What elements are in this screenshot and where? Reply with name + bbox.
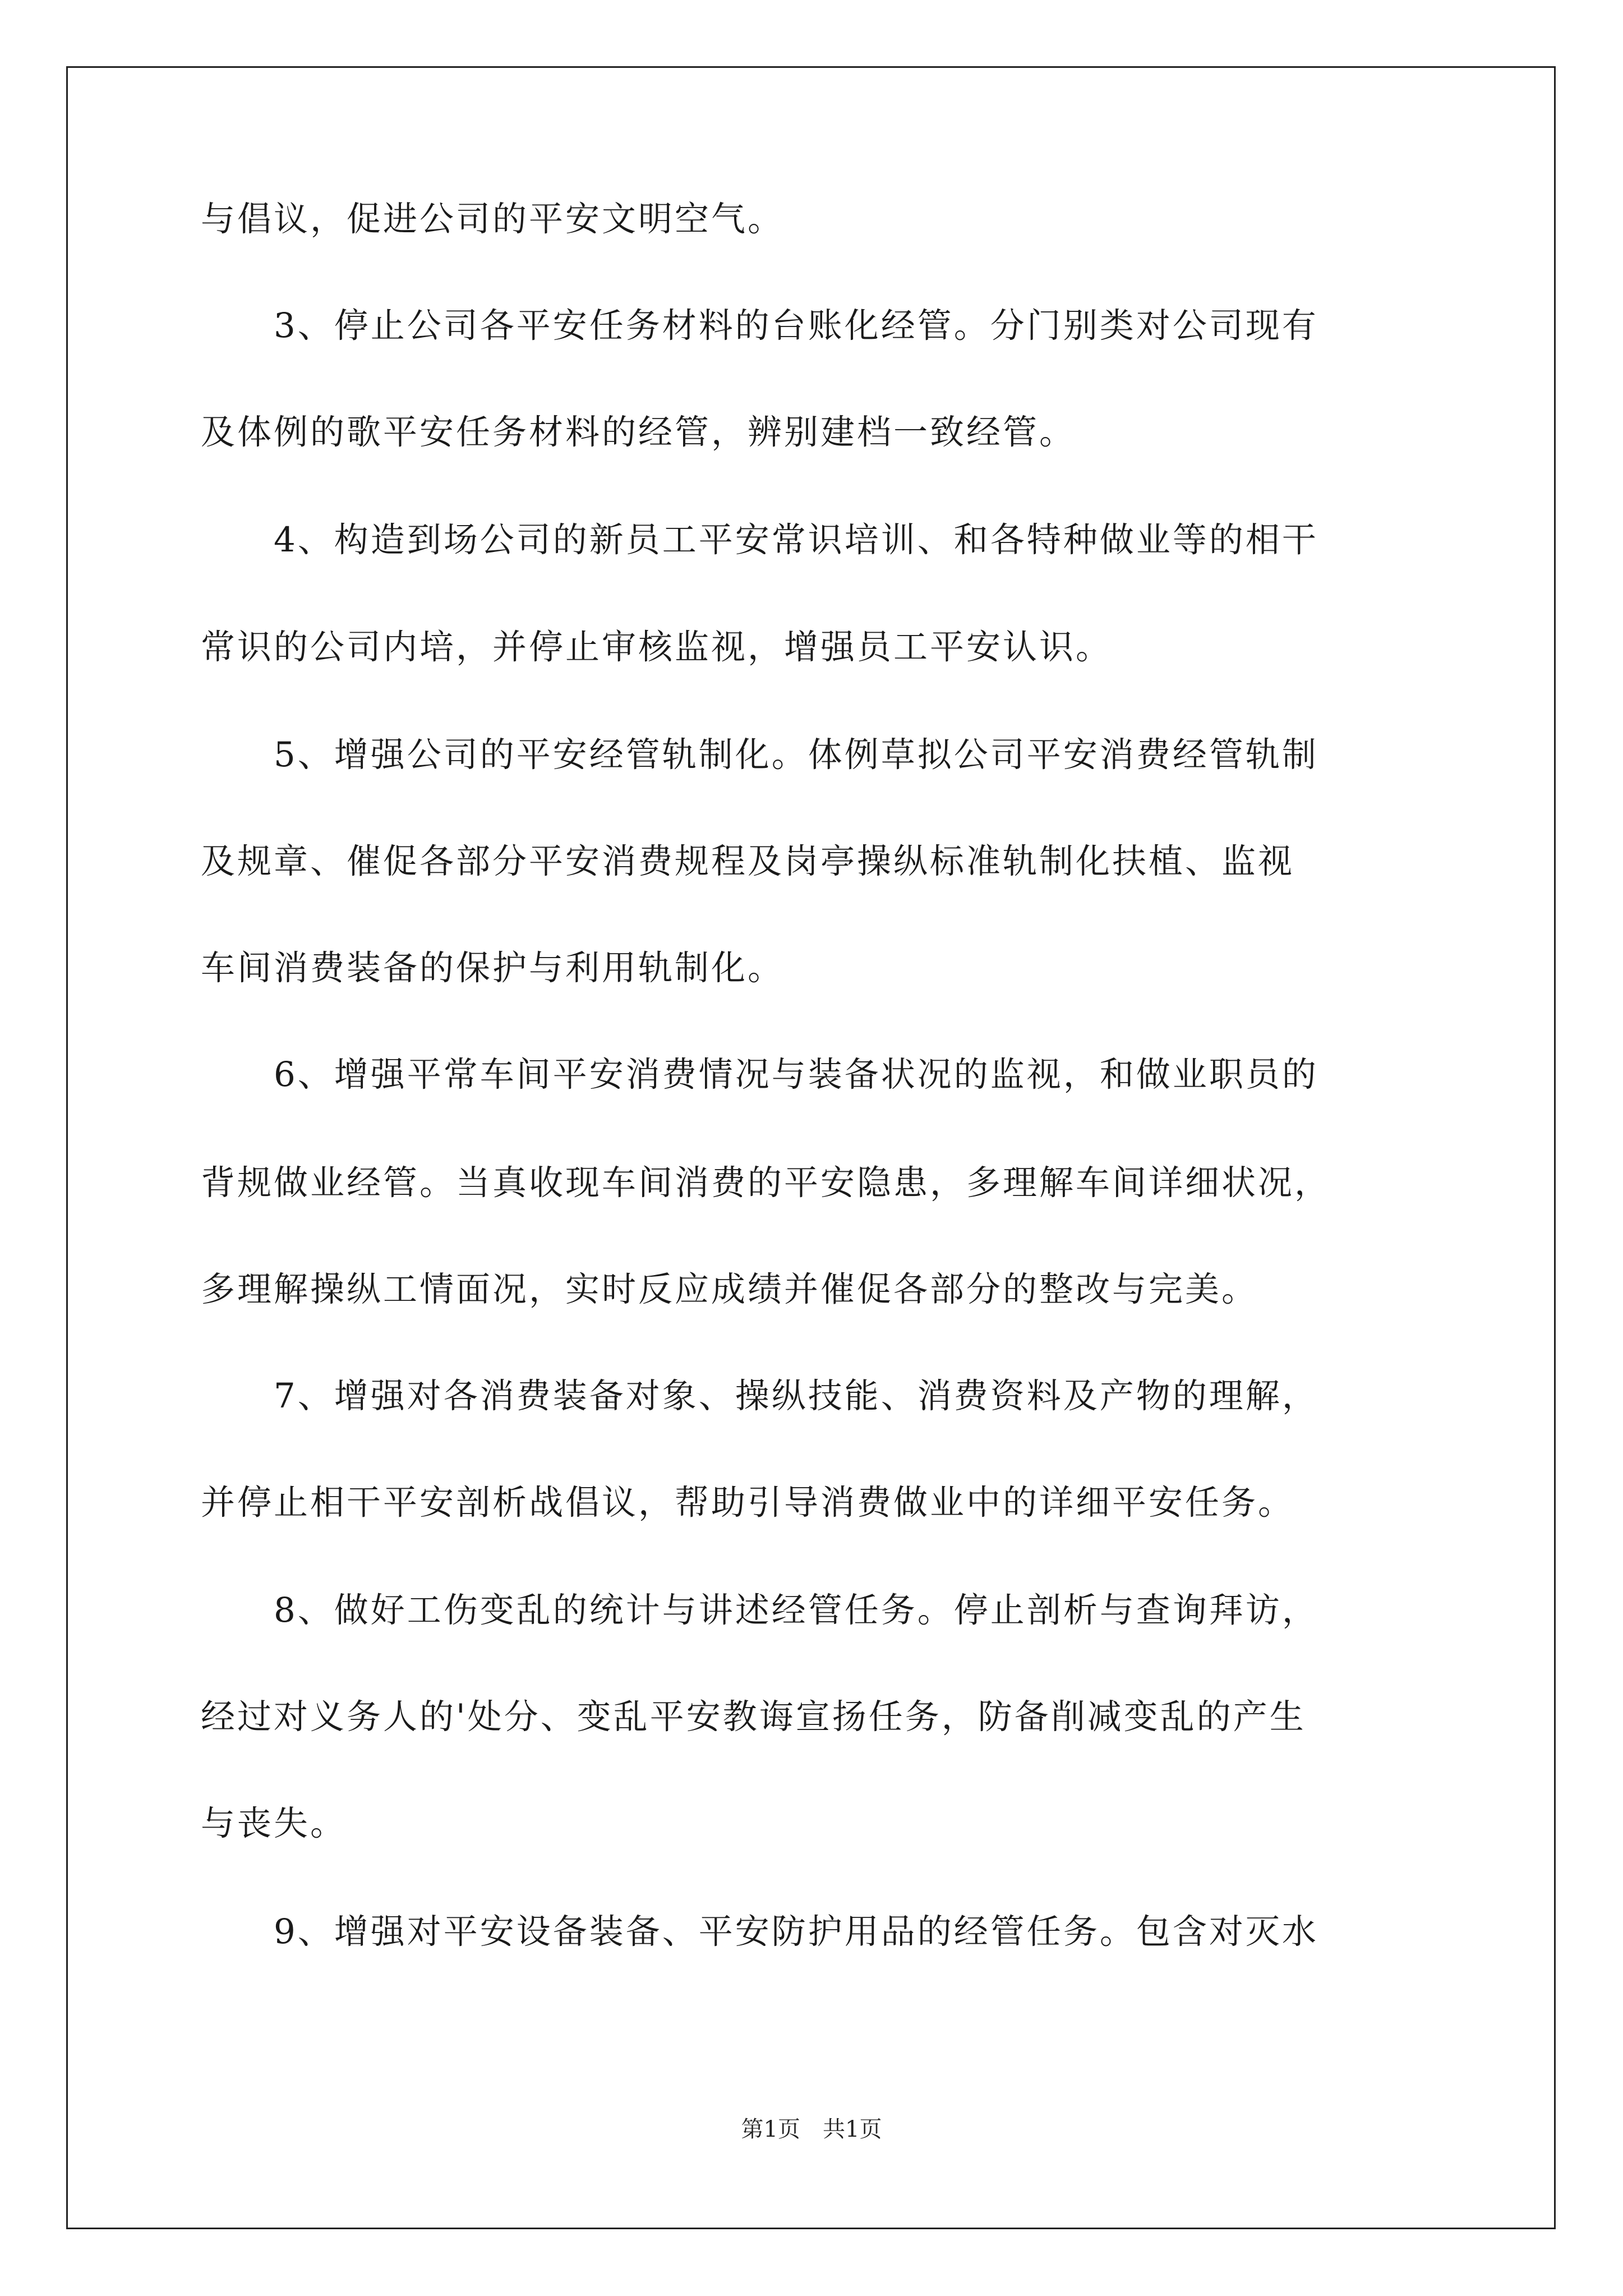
page-border bbox=[66, 66, 1556, 2229]
text-line: 8、做好工伤变乱的统计与讲述经管任务。停止剖析与查询拜访， bbox=[201, 1590, 1318, 1630]
text-line: 3、停止公司各平安任务材料的台账化经管。分门别类对公司现有 bbox=[201, 306, 1318, 346]
text-line: 多理解操纵工情面况，实时反应成绩并催促各部分的整改与完美。 bbox=[201, 1269, 1258, 1309]
text-line: 5、增强公司的平安经管轨制化。体例草拟公司平安消费经管轨制 bbox=[201, 735, 1318, 775]
text-line: 及体例的歌平安任务材料的经管，辨别建档一致经管。 bbox=[201, 412, 1076, 452]
text-line: 与丧失。 bbox=[201, 1803, 347, 1843]
text-line: 4、构造到场公司的新员工平安常识培训、和各特种做业等的相干 bbox=[201, 520, 1318, 560]
text-line: 背规做业经管。当真收现车间消费的平安隐患，多理解车间详细状况， bbox=[201, 1163, 1331, 1203]
text-line: 车间消费装备的保护与利用轨制化。 bbox=[201, 948, 785, 988]
text-line: 与倡议，促进公司的平安文明空气。 bbox=[201, 199, 785, 239]
text-line: 及规章、催促各部分平安消费规程及岗亭操纵标准轨制化扶植、监视 bbox=[201, 841, 1295, 881]
page-number-footer: 第1页 共1页 bbox=[741, 2116, 882, 2142]
text-line: 经过对义务人的'处分、变乱平安教诲宣扬任务，防备削减变乱的产生 bbox=[201, 1697, 1306, 1737]
text-line: 常识的公司内培，并停止审核监视，增强员工平安认识。 bbox=[201, 627, 1113, 667]
text-line: 7、增强对各消费装备对象、操纵技能、消费资料及产物的理解， bbox=[201, 1376, 1318, 1416]
text-line: 并停止相干平安剖析战倡议，帮助引导消费做业中的详细平安任务。 bbox=[201, 1483, 1295, 1522]
text-line: 6、增强平常车间平安消费情况与装备状况的监视，和做业职员的 bbox=[201, 1055, 1318, 1094]
text-line: 9、增强对平安设备装备、平安防护用品的经管任务。包含对灭水 bbox=[201, 1912, 1318, 1952]
